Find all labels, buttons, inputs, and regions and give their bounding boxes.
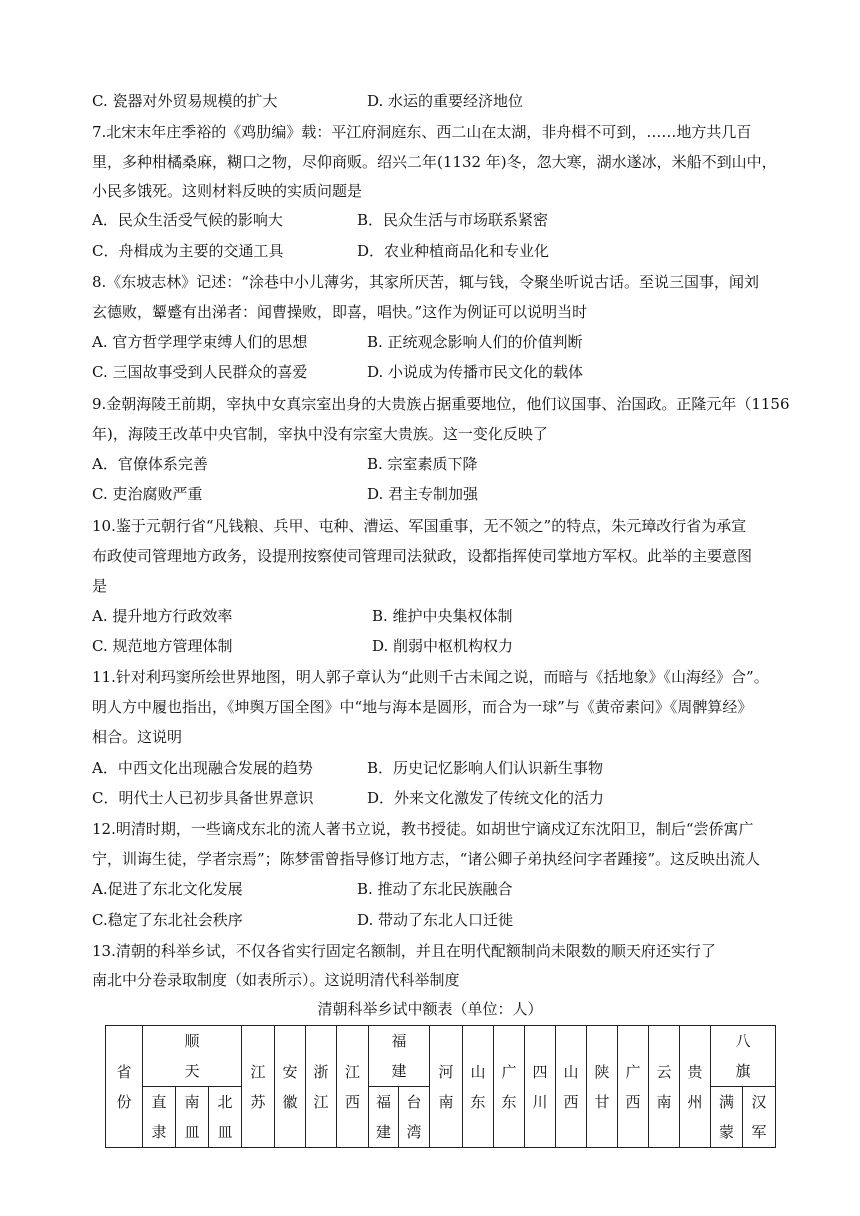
sub-cell: 福 建 <box>369 1087 399 1148</box>
province-cell: 广 西 <box>618 1026 649 1148</box>
q10-stem-line-3: 是 <box>92 577 108 595</box>
shuntian-header-cell: 顺 天 <box>143 1026 242 1087</box>
province-cell: 安 徽 <box>275 1026 306 1148</box>
q8-stem-line-2: 玄德败，颦蹙有出涕者：闻曹操败，即喜，唱快。”这作为例证可以说明当时 <box>92 303 588 321</box>
sub-cell: 台 湾 <box>399 1087 430 1148</box>
q10-option-c: C. 规范地方管理体制 <box>92 637 233 655</box>
q7-option-a: A．民众生活受气候的影响大 <box>92 211 283 229</box>
q11-option-b: B．历史记忆影响人们认识新生事物 <box>367 759 604 777</box>
q12-option-b: B. 推动了东北民族融合 <box>357 880 513 898</box>
q10-stem-line-1: 10.鉴于元朝行省“凡钱粮、兵甲、屯种、漕运、军国重事，无不领之”的特点，朱元璋改行省为承宣 <box>92 517 747 535</box>
sub-cell: 汉 军 <box>743 1087 776 1148</box>
province-cell: 江 苏 <box>242 1026 275 1148</box>
q6-option-d: D. 水运的重要经济地位 <box>367 92 524 110</box>
q7-option-d: D．农业种植商品化和专业化 <box>357 242 550 260</box>
q9-stem-line-2: 年)，海陵王改革中央官制，宰执中没有宗室大贵族。这一变化反映了 <box>92 425 548 443</box>
q10-option-b: B. 维护中央集权体制 <box>372 607 513 625</box>
q11-option-d: D．外来文化激发了传统文化的活力 <box>367 789 605 807</box>
q9-option-d: D. 君主专制加强 <box>367 485 479 503</box>
baqi-header-cell: 八 旗 <box>711 1026 776 1087</box>
q11-stem-line-2: 明人方中履也指出，《坤舆万国全图》中“地与海本是圆形，而合为一球”与《黄帝素问》《周髀算经》 <box>92 698 753 716</box>
q6-option-c: C. 瓷器对外贸易规模的扩大 <box>92 92 278 110</box>
province-cell: 广 东 <box>494 1026 525 1148</box>
q12-stem-line-1: 12.明清时期，一些谪戍东北的流人著书立说，教书授徒。如胡世宁谪戍辽东沈阳卫，制后“尝侨寓广 <box>92 820 754 838</box>
q10-option-a: A. 提升地方行政效率 <box>92 607 233 625</box>
province-header-cell: 省 份 <box>106 1026 143 1148</box>
table-caption: 清朝科举乡试中额表（单位：人） <box>317 1000 543 1018</box>
q7-stem-line-1: 7.北宋末年庄季裕的《鸡肋编》载：平江府洞庭东、西二山在太湖，非舟楫不可到，……地方共几百 <box>92 123 752 141</box>
q8-option-c: C. 三国故事受到人民群众的喜爱 <box>92 363 308 381</box>
q11-option-c: C．明代士人已初步具备世界意识 <box>92 789 314 807</box>
province-cell: 陕 甘 <box>587 1026 618 1148</box>
province-cell: 云 南 <box>649 1026 680 1148</box>
province-cell: 浙 江 <box>306 1026 337 1148</box>
q8-option-d: D. 小说成为传播市民文化的载体 <box>367 363 584 381</box>
q10-option-d: D. 削弱中枢机构权力 <box>372 637 514 655</box>
q11-option-a: A．中西文化出现融合发展的趋势 <box>92 759 313 777</box>
q9-option-c: C. 吏治腐败严重 <box>92 485 203 503</box>
q7-stem-line-2: 里，多种柑橘桑麻，糊口之物，尽仰商贩。绍兴二年(1132 年)冬，忽大寒，湖水遂冰，米船不到山中， <box>92 153 777 171</box>
province-cell: 河 南 <box>430 1026 463 1148</box>
q8-stem-line-1: 8.《东坡志林》记述：“涂巷中小儿薄劣，其家所厌苦，辄与钱，令聚坐听说古话。至说三国事，闻刘 <box>92 273 759 291</box>
q12-option-d: D. 带动了东北人口迁徙 <box>357 911 514 929</box>
sub-cell: 满 蒙 <box>711 1087 743 1148</box>
sub-cell: 北 皿 <box>209 1087 242 1148</box>
province-cell: 贵 州 <box>680 1026 711 1148</box>
q9-option-a: A．官僚体系完善 <box>92 455 208 473</box>
q13-stem-line-2: 南北中分卷录取制度（如表所示）。这说明清代科举制度 <box>92 971 460 989</box>
q7-option-b: B．民众生活与市场联系紧密 <box>357 211 549 229</box>
province-cell: 四 川 <box>525 1026 556 1148</box>
province-cell: 山 西 <box>556 1026 587 1148</box>
q12-stem-line-2: 宁，训诲生徒，学者宗焉”；陈梦雷曾指导修订地方志，“诸公卿子弟执经问字者踵接”。这反映出流人 <box>92 850 761 868</box>
q12-option-a: A.促进了东北文化发展 <box>92 880 243 898</box>
q7-option-c: C．舟楫成为主要的交通工具 <box>92 242 284 260</box>
quota-table <box>105 1025 776 1148</box>
q11-stem-line-1: 11.针对利玛窦所绘世界地图，明人郭子章认为“此则千古未闻之说，而暗与《括地象》《山海经》合”。 <box>92 668 769 686</box>
province-cell: 江 西 <box>337 1026 369 1148</box>
q8-option-b: B. 正统观念影响人们的价值判断 <box>367 333 583 351</box>
q7-stem-line-3: 小民多饿死。这则材料反映的实质问题是 <box>92 182 363 200</box>
sub-cell: 南 皿 <box>176 1087 209 1148</box>
fujian-header-cell: 福 建 <box>369 1026 430 1087</box>
q8-option-a: A. 官方哲学理学束缚人们的思想 <box>92 333 308 351</box>
province-cell: 山 东 <box>463 1026 494 1148</box>
sub-cell: 直 隶 <box>143 1087 176 1148</box>
q10-stem-line-2: 布政使司管理地方政务，设提刑按察使司管理司法狱政，设都指挥使司掌地方军权。此举的主要意图 <box>92 547 753 565</box>
q9-option-b: B. 宗室素质下降 <box>367 455 478 473</box>
q11-stem-line-3: 相合。这说明 <box>92 728 183 746</box>
q12-option-c: C.稳定了东北社会秩序 <box>92 911 243 929</box>
q13-stem-line-1: 13.清朝的科举乡试，不仅各省实行固定名额制，并且在明代配额制尚未限数的顺天府还实行了 <box>92 942 716 960</box>
q9-stem-line-1: 9.金朝海陵王前期，宰执中女真宗室出身的大贵族占据重要地位，他们议国事、治国政。正隆元年（1156 <box>92 395 790 413</box>
